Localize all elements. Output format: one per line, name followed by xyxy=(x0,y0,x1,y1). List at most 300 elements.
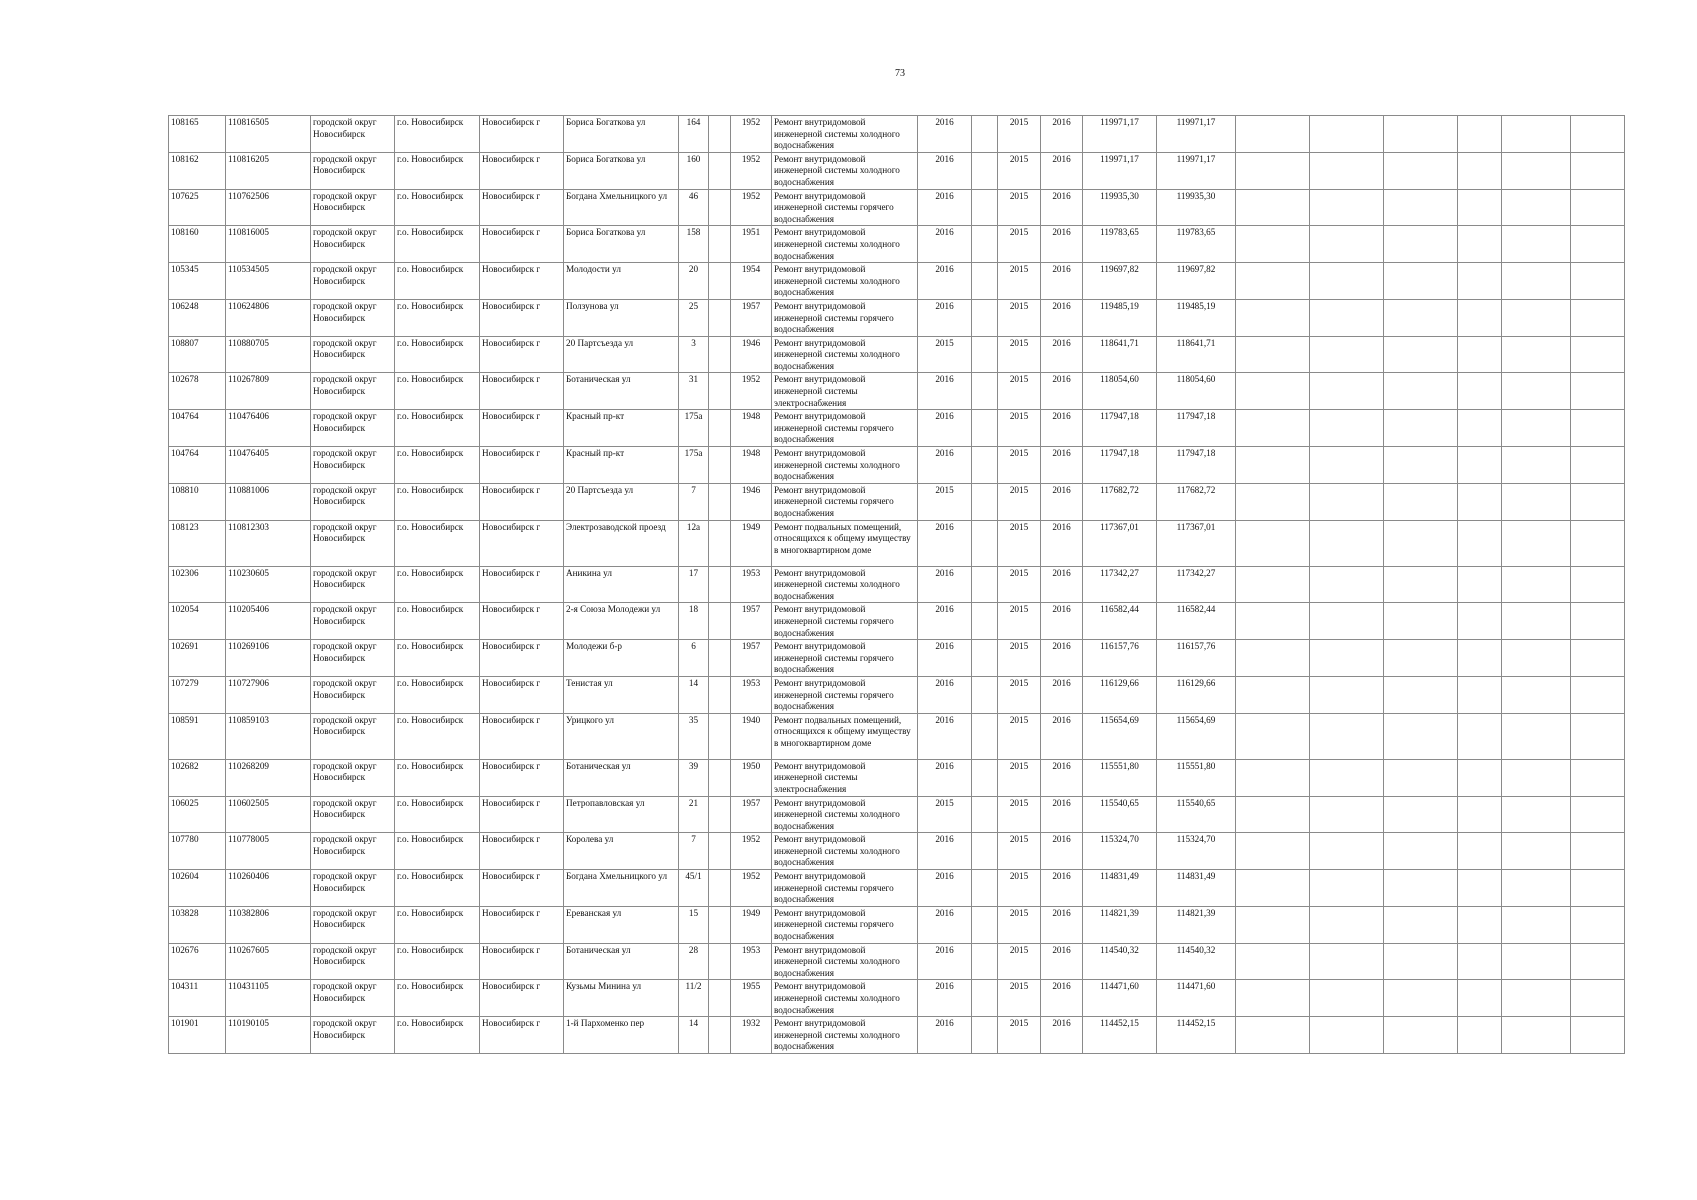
cell-locality: Новосибирск г xyxy=(480,189,564,226)
cell-blank-6 xyxy=(1571,263,1625,300)
cell-blank-5 xyxy=(1502,116,1571,153)
cell-municipal-short: г.о. Новосибирск xyxy=(395,226,480,263)
cell-blank-1 xyxy=(1236,566,1310,603)
cell-blank-5 xyxy=(1502,906,1571,943)
cell-blank-1 xyxy=(1236,410,1310,447)
cell-build-year: 1953 xyxy=(731,566,772,603)
cell-house-number: 6 xyxy=(679,640,709,677)
cell-work-type: Ремонт подвальных помещений, относящихся к общему имуществу в многоквартирном доме xyxy=(772,520,918,566)
cell-locality: Новосибирск г xyxy=(480,336,564,373)
cell-blank-6 xyxy=(1571,336,1625,373)
cell-blank-3 xyxy=(1384,980,1458,1017)
table-row xyxy=(169,152,1625,189)
cell-blank-6 xyxy=(1571,373,1625,410)
cell-extra xyxy=(972,373,998,410)
cell-end-year: 2016 xyxy=(1041,759,1083,796)
cell-extra xyxy=(972,447,998,484)
cell-blank-1 xyxy=(1236,906,1310,943)
cell-building xyxy=(709,263,731,300)
cell-end-year: 2016 xyxy=(1041,410,1083,447)
cell-end-year: 2016 xyxy=(1041,943,1083,980)
cell-cost: 115551,80 xyxy=(1083,759,1157,796)
cell-blank-6 xyxy=(1571,299,1625,336)
cell-object-id: 104764 xyxy=(169,447,226,484)
cell-start-year: 2015 xyxy=(998,520,1041,566)
cell-street: Богдана Хмельницкого ул xyxy=(564,189,679,226)
cell-start-year: 2015 xyxy=(998,833,1041,870)
cell-house-number: 17 xyxy=(679,566,709,603)
cell-total-cost: 114831,49 xyxy=(1157,870,1236,907)
cell-blank-4 xyxy=(1458,299,1502,336)
cell-object-id: 102682 xyxy=(169,759,226,796)
cell-start-year: 2015 xyxy=(998,640,1041,677)
table-row xyxy=(169,520,1625,566)
cell-house-number: 45/1 xyxy=(679,870,709,907)
cell-object-id: 107780 xyxy=(169,833,226,870)
cell-work-type: Ремонт внутридомовой инженерной системы горячего водоснабжения xyxy=(772,640,918,677)
cell-municipal-short: г.о. Новосибирск xyxy=(395,833,480,870)
cell-plan-year: 2016 xyxy=(918,603,972,640)
cell-locality: Новосибирск г xyxy=(480,603,564,640)
cell-object-id: 106025 xyxy=(169,796,226,833)
cell-start-year: 2015 xyxy=(998,870,1041,907)
cell-blank-1 xyxy=(1236,189,1310,226)
cell-build-year: 1952 xyxy=(731,373,772,410)
cell-house-number: 3 xyxy=(679,336,709,373)
cell-municipality: городской округ Новосибирск xyxy=(311,520,395,566)
cell-municipality: городской округ Новосибирск xyxy=(311,483,395,520)
cell-blank-5 xyxy=(1502,640,1571,677)
cell-plan-year: 2016 xyxy=(918,870,972,907)
cell-municipal-short: г.о. Новосибирск xyxy=(395,980,480,1017)
cell-end-year: 2016 xyxy=(1041,189,1083,226)
cell-build-year: 1953 xyxy=(731,943,772,980)
cell-build-year: 1957 xyxy=(731,603,772,640)
cell-plan-year: 2016 xyxy=(918,566,972,603)
cell-end-year: 2016 xyxy=(1041,796,1083,833)
cell-blank-6 xyxy=(1571,943,1625,980)
cell-extra xyxy=(972,336,998,373)
table-row xyxy=(169,796,1625,833)
cell-plan-year: 2016 xyxy=(918,906,972,943)
table-row xyxy=(169,373,1625,410)
cell-end-year: 2016 xyxy=(1041,520,1083,566)
cell-municipal-short: г.о. Новосибирск xyxy=(395,943,480,980)
cell-blank-4 xyxy=(1458,640,1502,677)
cell-start-year: 2015 xyxy=(998,759,1041,796)
cell-blank-1 xyxy=(1236,116,1310,153)
cell-house-number: 175а xyxy=(679,410,709,447)
cell-blank-5 xyxy=(1502,410,1571,447)
cell-work-type: Ремонт внутридомовой инженерной системы холодного водоснабжения xyxy=(772,833,918,870)
cell-blank-6 xyxy=(1571,676,1625,713)
cell-municipality: городской округ Новосибирск xyxy=(311,116,395,153)
cell-object-id: 107625 xyxy=(169,189,226,226)
cell-house-code: 110812303 xyxy=(226,520,311,566)
cell-blank-5 xyxy=(1502,336,1571,373)
cell-locality: Новосибирск г xyxy=(480,943,564,980)
cell-extra xyxy=(972,410,998,447)
cell-cost: 114471,60 xyxy=(1083,980,1157,1017)
cell-blank-3 xyxy=(1384,713,1458,759)
cell-building xyxy=(709,870,731,907)
cell-municipality: городской округ Новосибирск xyxy=(311,189,395,226)
cell-blank-4 xyxy=(1458,796,1502,833)
cell-work-type: Ремонт внутридомовой инженерной системы холодного водоснабжения xyxy=(772,980,918,1017)
cell-house-number: 18 xyxy=(679,603,709,640)
table-row xyxy=(169,603,1625,640)
cell-locality: Новосибирск г xyxy=(480,759,564,796)
cell-start-year: 2015 xyxy=(998,483,1041,520)
cell-street: 20 Партсъезда ул xyxy=(564,336,679,373)
cell-end-year: 2016 xyxy=(1041,713,1083,759)
cell-cost: 119697,82 xyxy=(1083,263,1157,300)
cell-blank-3 xyxy=(1384,906,1458,943)
cell-blank-5 xyxy=(1502,263,1571,300)
cell-blank-3 xyxy=(1384,796,1458,833)
table-row xyxy=(169,410,1625,447)
cell-house-number: 14 xyxy=(679,1017,709,1054)
cell-cost: 119783,65 xyxy=(1083,226,1157,263)
cell-build-year: 1950 xyxy=(731,759,772,796)
cell-blank-4 xyxy=(1458,713,1502,759)
cell-end-year: 2016 xyxy=(1041,566,1083,603)
cell-street: 20 Партсъезда ул xyxy=(564,483,679,520)
cell-house-code: 110382806 xyxy=(226,906,311,943)
cell-blank-1 xyxy=(1236,980,1310,1017)
cell-locality: Новосибирск г xyxy=(480,870,564,907)
cell-blank-5 xyxy=(1502,152,1571,189)
cell-blank-3 xyxy=(1384,566,1458,603)
cell-total-cost: 114452,15 xyxy=(1157,1017,1236,1054)
cell-blank-5 xyxy=(1502,373,1571,410)
cell-house-number: 21 xyxy=(679,796,709,833)
cell-locality: Новосибирск г xyxy=(480,447,564,484)
cell-plan-year: 2016 xyxy=(918,833,972,870)
cell-blank-1 xyxy=(1236,943,1310,980)
cell-municipal-short: г.о. Новосибирск xyxy=(395,152,480,189)
cell-house-number: 28 xyxy=(679,943,709,980)
cell-municipality: городской округ Новосибирск xyxy=(311,676,395,713)
cell-blank-1 xyxy=(1236,447,1310,484)
cell-total-cost: 119971,17 xyxy=(1157,152,1236,189)
table-row xyxy=(169,226,1625,263)
cell-total-cost: 118641,71 xyxy=(1157,336,1236,373)
cell-blank-6 xyxy=(1571,870,1625,907)
cell-plan-year: 2016 xyxy=(918,447,972,484)
cell-blank-5 xyxy=(1502,943,1571,980)
cell-end-year: 2016 xyxy=(1041,447,1083,484)
cell-cost: 118641,71 xyxy=(1083,336,1157,373)
cell-building xyxy=(709,759,731,796)
cell-plan-year: 2016 xyxy=(918,189,972,226)
cell-extra xyxy=(972,483,998,520)
cell-building xyxy=(709,299,731,336)
cell-cost: 114540,32 xyxy=(1083,943,1157,980)
cell-house-code: 110476405 xyxy=(226,447,311,484)
cell-blank-2 xyxy=(1310,336,1384,373)
cell-blank-1 xyxy=(1236,520,1310,566)
cell-municipality: городской округ Новосибирск xyxy=(311,943,395,980)
cell-object-id: 108810 xyxy=(169,483,226,520)
cell-total-cost: 119971,17 xyxy=(1157,116,1236,153)
cell-blank-3 xyxy=(1384,483,1458,520)
cell-blank-3 xyxy=(1384,640,1458,677)
cell-municipal-short: г.о. Новосибирск xyxy=(395,640,480,677)
cell-blank-1 xyxy=(1236,226,1310,263)
cell-start-year: 2015 xyxy=(998,116,1041,153)
cell-street: Аникина ул xyxy=(564,566,679,603)
cell-extra xyxy=(972,796,998,833)
cell-start-year: 2015 xyxy=(998,410,1041,447)
cell-house-code: 110268209 xyxy=(226,759,311,796)
cell-municipal-short: г.о. Новосибирск xyxy=(395,566,480,603)
cell-end-year: 2016 xyxy=(1041,833,1083,870)
cell-blank-2 xyxy=(1310,640,1384,677)
cell-end-year: 2016 xyxy=(1041,116,1083,153)
cell-total-cost: 117342,27 xyxy=(1157,566,1236,603)
cell-work-type: Ремонт внутридомовой инженерной системы горячего водоснабжения xyxy=(772,603,918,640)
cell-build-year: 1949 xyxy=(731,520,772,566)
cell-build-year: 1954 xyxy=(731,263,772,300)
cell-object-id: 108165 xyxy=(169,116,226,153)
cell-blank-1 xyxy=(1236,152,1310,189)
cell-locality: Новосибирск г xyxy=(480,640,564,677)
cell-blank-1 xyxy=(1236,373,1310,410)
cell-street: Бориса Богаткова ул xyxy=(564,226,679,263)
cell-house-number: 12а xyxy=(679,520,709,566)
table-row xyxy=(169,299,1625,336)
cell-extra xyxy=(972,520,998,566)
cell-total-cost: 114540,32 xyxy=(1157,943,1236,980)
cell-blank-6 xyxy=(1571,640,1625,677)
cell-plan-year: 2016 xyxy=(918,640,972,677)
cell-blank-1 xyxy=(1236,1017,1310,1054)
cell-house-number: 20 xyxy=(679,263,709,300)
cell-plan-year: 2016 xyxy=(918,226,972,263)
cell-work-type: Ремонт внутридомовой инженерной системы холодного водоснабжения xyxy=(772,1017,918,1054)
cell-locality: Новосибирск г xyxy=(480,980,564,1017)
cell-start-year: 2015 xyxy=(998,447,1041,484)
cell-house-number: 175а xyxy=(679,447,709,484)
cell-building xyxy=(709,566,731,603)
cell-build-year: 1948 xyxy=(731,447,772,484)
cell-blank-1 xyxy=(1236,759,1310,796)
cell-object-id: 108807 xyxy=(169,336,226,373)
cell-locality: Новосибирск г xyxy=(480,520,564,566)
cell-plan-year: 2016 xyxy=(918,943,972,980)
cell-blank-1 xyxy=(1236,603,1310,640)
cell-blank-4 xyxy=(1458,603,1502,640)
cell-object-id: 107279 xyxy=(169,676,226,713)
cell-house-number: 164 xyxy=(679,116,709,153)
cell-object-id: 108591 xyxy=(169,713,226,759)
cell-cost: 117342,27 xyxy=(1083,566,1157,603)
cell-blank-2 xyxy=(1310,943,1384,980)
cell-locality: Новосибирск г xyxy=(480,906,564,943)
cell-blank-1 xyxy=(1236,336,1310,373)
cell-plan-year: 2016 xyxy=(918,263,972,300)
cell-blank-4 xyxy=(1458,189,1502,226)
cell-blank-4 xyxy=(1458,906,1502,943)
cell-blank-6 xyxy=(1571,447,1625,484)
cell-blank-6 xyxy=(1571,189,1625,226)
cell-municipal-short: г.о. Новосибирск xyxy=(395,447,480,484)
cell-house-number: 46 xyxy=(679,189,709,226)
cell-blank-5 xyxy=(1502,676,1571,713)
page-number: 73 xyxy=(895,68,905,79)
cell-plan-year: 2016 xyxy=(918,1017,972,1054)
cell-municipal-short: г.о. Новосибирск xyxy=(395,263,480,300)
cell-cost: 117682,72 xyxy=(1083,483,1157,520)
cell-total-cost: 116582,44 xyxy=(1157,603,1236,640)
cell-building xyxy=(709,447,731,484)
cell-municipality: городской округ Новосибирск xyxy=(311,566,395,603)
cell-municipal-short: г.о. Новосибирск xyxy=(395,520,480,566)
cell-blank-6 xyxy=(1571,759,1625,796)
cell-work-type: Ремонт внутридомовой инженерной системы холодного водоснабжения xyxy=(772,566,918,603)
cell-blank-1 xyxy=(1236,676,1310,713)
cell-build-year: 1949 xyxy=(731,906,772,943)
cell-blank-3 xyxy=(1384,943,1458,980)
cell-object-id: 108123 xyxy=(169,520,226,566)
table-row xyxy=(169,980,1625,1017)
cell-start-year: 2015 xyxy=(998,189,1041,226)
cell-blank-5 xyxy=(1502,483,1571,520)
cell-plan-year: 2016 xyxy=(918,759,972,796)
cell-plan-year: 2016 xyxy=(918,676,972,713)
cell-build-year: 1940 xyxy=(731,713,772,759)
cell-municipality: городской округ Новосибирск xyxy=(311,373,395,410)
cell-extra xyxy=(972,226,998,263)
cell-house-code: 110816505 xyxy=(226,116,311,153)
cell-municipal-short: г.о. Новосибирск xyxy=(395,676,480,713)
cell-extra xyxy=(972,263,998,300)
cell-work-type: Ремонт подвальных помещений, относящихся к общему имуществу в многоквартирном доме xyxy=(772,713,918,759)
cell-blank-4 xyxy=(1458,759,1502,796)
cell-blank-4 xyxy=(1458,943,1502,980)
cell-blank-1 xyxy=(1236,299,1310,336)
cell-cost: 119971,17 xyxy=(1083,152,1157,189)
cell-end-year: 2016 xyxy=(1041,640,1083,677)
cell-street: Красный пр-кт xyxy=(564,410,679,447)
cell-cost: 117367,01 xyxy=(1083,520,1157,566)
cell-build-year: 1946 xyxy=(731,336,772,373)
cell-cost: 119935,30 xyxy=(1083,189,1157,226)
cell-municipality: городской округ Новосибирск xyxy=(311,640,395,677)
table-row xyxy=(169,116,1625,153)
cell-total-cost: 114471,60 xyxy=(1157,980,1236,1017)
cell-municipality: городской округ Новосибирск xyxy=(311,759,395,796)
cell-start-year: 2015 xyxy=(998,906,1041,943)
cell-blank-3 xyxy=(1384,373,1458,410)
cell-plan-year: 2016 xyxy=(918,410,972,447)
cell-build-year: 1957 xyxy=(731,299,772,336)
cell-extra xyxy=(972,759,998,796)
cell-locality: Новосибирск г xyxy=(480,410,564,447)
cell-house-code: 110816005 xyxy=(226,226,311,263)
cell-house-code: 110230605 xyxy=(226,566,311,603)
cell-plan-year: 2016 xyxy=(918,116,972,153)
cell-end-year: 2016 xyxy=(1041,980,1083,1017)
cell-blank-5 xyxy=(1502,870,1571,907)
table-row xyxy=(169,759,1625,796)
cell-cost: 119971,17 xyxy=(1083,116,1157,153)
cell-building xyxy=(709,483,731,520)
cell-extra xyxy=(972,713,998,759)
cell-work-type: Ремонт внутридомовой инженерной системы холодного водоснабжения xyxy=(772,943,918,980)
cell-plan-year: 2015 xyxy=(918,796,972,833)
cell-total-cost: 118054,60 xyxy=(1157,373,1236,410)
table-row xyxy=(169,189,1625,226)
cell-building xyxy=(709,603,731,640)
cell-blank-2 xyxy=(1310,189,1384,226)
cell-house-code: 110205406 xyxy=(226,603,311,640)
cell-building xyxy=(709,713,731,759)
cell-blank-5 xyxy=(1502,713,1571,759)
cell-work-type: Ремонт внутридомовой инженерной системы электроснабжения xyxy=(772,373,918,410)
cell-house-number: 31 xyxy=(679,373,709,410)
cell-work-type: Ремонт внутридомовой инженерной системы горячего водоснабжения xyxy=(772,870,918,907)
cell-total-cost: 117947,18 xyxy=(1157,447,1236,484)
cell-blank-6 xyxy=(1571,410,1625,447)
cell-blank-2 xyxy=(1310,713,1384,759)
cell-municipal-short: г.о. Новосибирск xyxy=(395,1017,480,1054)
cell-house-code: 110534505 xyxy=(226,263,311,300)
cell-cost: 115654,69 xyxy=(1083,713,1157,759)
cell-plan-year: 2015 xyxy=(918,336,972,373)
cell-build-year: 1952 xyxy=(731,189,772,226)
cell-cost: 116582,44 xyxy=(1083,603,1157,640)
table-row xyxy=(169,1017,1625,1054)
cell-start-year: 2015 xyxy=(998,336,1041,373)
table-row xyxy=(169,906,1625,943)
cell-work-type: Ремонт внутридомовой инженерной системы холодного водоснабжения xyxy=(772,336,918,373)
cell-end-year: 2016 xyxy=(1041,483,1083,520)
cell-blank-5 xyxy=(1502,796,1571,833)
cell-total-cost: 117947,18 xyxy=(1157,410,1236,447)
cell-municipality: городской округ Новосибирск xyxy=(311,870,395,907)
cell-house-number: 7 xyxy=(679,483,709,520)
cell-blank-2 xyxy=(1310,226,1384,263)
cell-blank-2 xyxy=(1310,906,1384,943)
cell-build-year: 1951 xyxy=(731,226,772,263)
cell-blank-3 xyxy=(1384,152,1458,189)
cell-extra xyxy=(972,906,998,943)
cell-municipality: городской округ Новосибирск xyxy=(311,796,395,833)
cell-blank-4 xyxy=(1458,336,1502,373)
cell-street: Молодости ул xyxy=(564,263,679,300)
cell-end-year: 2016 xyxy=(1041,870,1083,907)
cell-extra xyxy=(972,116,998,153)
cell-blank-6 xyxy=(1571,980,1625,1017)
cell-blank-3 xyxy=(1384,410,1458,447)
cell-blank-1 xyxy=(1236,870,1310,907)
cell-total-cost: 117367,01 xyxy=(1157,520,1236,566)
cell-cost: 115540,65 xyxy=(1083,796,1157,833)
cell-blank-2 xyxy=(1310,483,1384,520)
cell-plan-year: 2016 xyxy=(918,980,972,1017)
cell-street: Электрозаводской проезд xyxy=(564,520,679,566)
registry-table xyxy=(168,115,1625,1054)
cell-blank-2 xyxy=(1310,603,1384,640)
cell-cost: 118054,60 xyxy=(1083,373,1157,410)
cell-building xyxy=(709,189,731,226)
cell-extra xyxy=(972,189,998,226)
cell-street: 1-й Пархоменко пер xyxy=(564,1017,679,1054)
cell-work-type: Ремонт внутридомовой инженерной системы холодного водоснабжения xyxy=(772,152,918,189)
cell-blank-6 xyxy=(1571,483,1625,520)
